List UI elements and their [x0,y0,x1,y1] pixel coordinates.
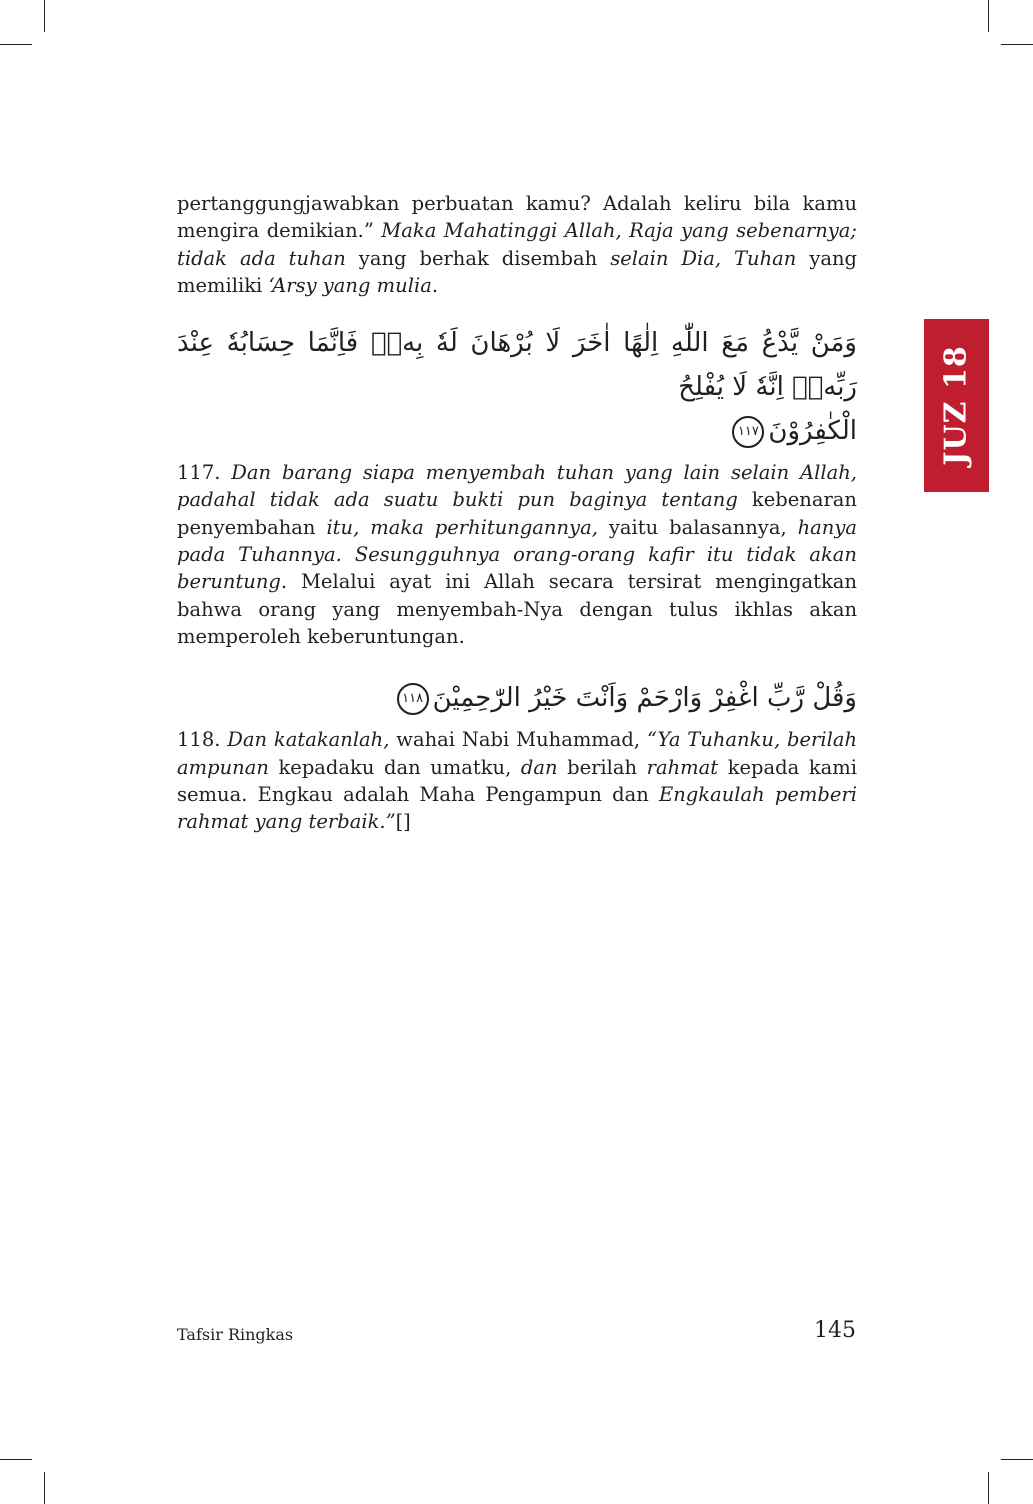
text-run: pertanggungjawabkan perbuatan kamu? Adalah keliru bila kamu mengira demikian.” [177,192,857,243]
verse-number: 117. [177,461,232,485]
crop-mark [0,1459,32,1460]
text-run: kebenaran penyembahan [177,488,857,539]
text-run-italic: rahmat [646,755,719,779]
arabic-line: الْكٰفِرُوْنَ [768,416,857,447]
crop-mark [44,0,45,32]
text-run: yaitu balasannya, [597,515,798,539]
crop-mark [988,1472,989,1504]
text-run-italic: “Ya Tuhanku, berilah ampunan [177,728,858,779]
arabic-verse-117 [177,321,857,453]
text-run-italic: Dan barang siapa menyembah tuhan yang lain selain Allah, padahal tidak ada suatu bukti pun baginya tentang [177,461,857,512]
ayah-number-mark: ١١٧ [732,416,764,448]
text-run-italic: ‘Arsy yang mulia. [268,273,439,297]
arabic-line: وَقُلْ رَّبِّ اغْفِرْ وَارْحَمْ وَاَنْتَ خَيْرُ الرّٰحِمِيْنَ [432,683,857,714]
text-run: wahai Nabi Muhammad, [389,728,647,752]
crop-mark [1001,1459,1033,1460]
ayah-number-mark: ١١٨ [397,683,429,715]
page-number: 145 [814,1318,856,1343]
arabic-line: وَمَنْ يَّدْعُ مَعَ اللّٰهِ اِلٰهًا اٰخَرَ لَا بُرْهَانَ لَهٗ بِهٖۙ فَاِنَّمَا حِسَابُهٗ عِنْدَ رَبِّهٖۗ اِنَّهٗ لَا يُفْلِحُ [177,328,857,403]
text-run-italic: selain Dia, Tuhan [610,246,797,270]
text-run: Melalui ayat ini Allah secara tersirat mengingatkan bahwa orang yang menyembah-Nya dengan tulus ikhlas akan memperoleh keberuntungan. [177,570,857,648]
end-mark: [] [395,810,411,834]
text-run-italic: Engkaulah pemberi rahmat yang terbaik.” [177,782,858,834]
juz-side-tab [924,319,989,492]
arabic-line-2 [177,409,857,453]
text-run: kepadaku dan umatku, [268,755,521,779]
text-run-italic: itu, maka perhitungannya, [326,515,598,539]
text-run-italic: Maka Mahatinggi Allah, Raja yang sebenarnya; tidak ada tuhan [177,219,857,270]
crop-mark [44,1472,45,1504]
text-run: berilah [557,755,647,779]
paragraph-intro [177,190,857,299]
crop-mark [0,44,32,45]
text-run: yang berhak disembah [345,246,611,270]
paragraph-117 [177,459,857,650]
juz-label: JUZ 18 [939,345,975,466]
text-run-italic: dan [520,755,558,779]
text-run-italic: hanya pada Tuhannya. Sesungguhnya orang-orang kafir itu tidak akan beruntung. [177,515,857,594]
crop-mark [988,0,989,32]
arabic-verse-118 [177,676,857,720]
text-run-italic: Dan katakanlah, [227,728,390,752]
paragraph-118 [177,726,857,835]
verse-number: 118. [177,728,228,752]
crop-mark [1001,44,1033,45]
text-run: kepada kami semua. Engkau adalah Maha Pengampun dan [177,755,858,806]
text-run: yang memiliki [177,246,858,297]
footer-book-title: Tafsir Ringkas [177,1325,294,1344]
page-body [177,190,857,835]
